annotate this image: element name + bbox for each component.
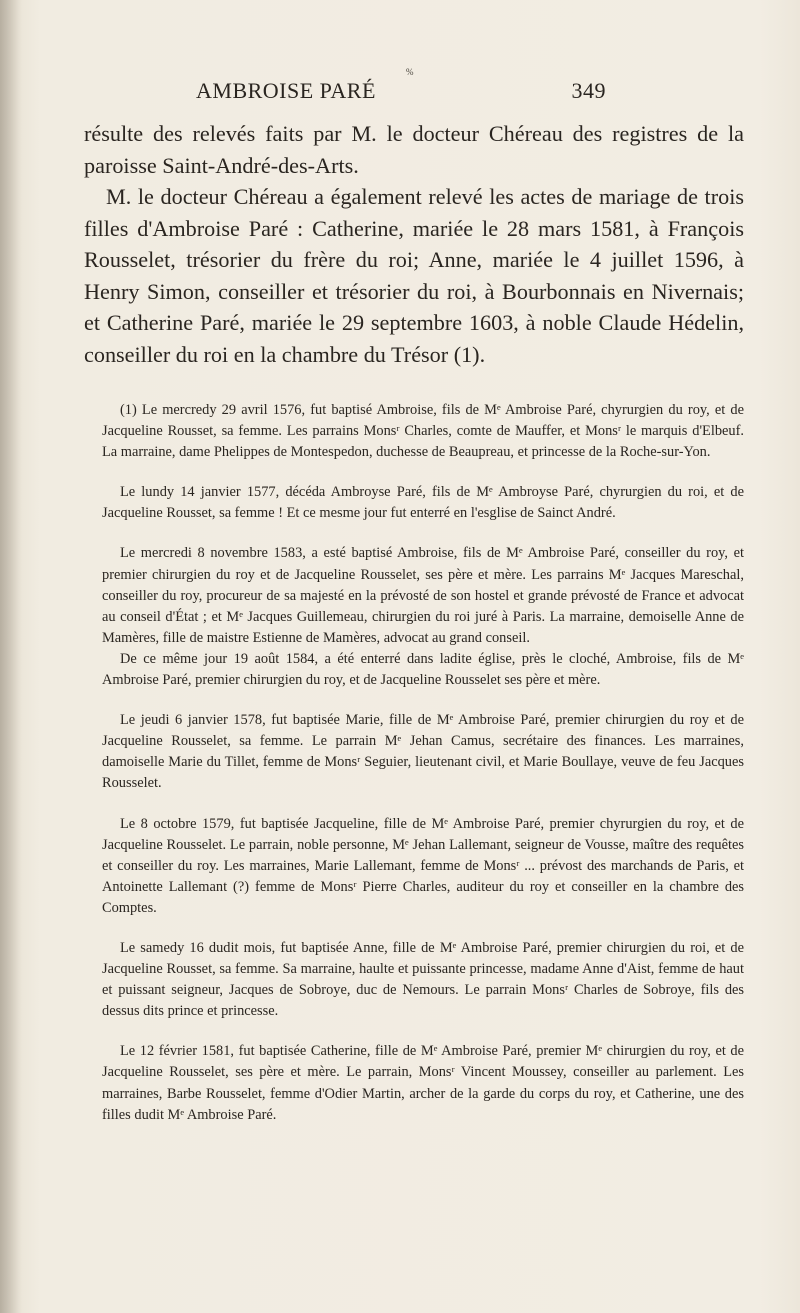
footnote-4 [102,710,744,794]
footnote-5 [102,814,744,919]
footnote-1 [102,400,744,463]
main-text [84,118,744,370]
footnote-paragraph: Le lundy 14 janvier 1577, décéda Ambroyse Paré, fils de Mᵉ Ambroyse Paré, chyrurgien du roi, et de Jacqueline Rousset, sa femme ! Et ce mesme jour fut enterré en l'esglise de Sainct André. [102,484,744,522]
footnote-paragraph: Le 12 février 1581, fut baptisée Catherine, fille de Mᵉ Ambroise Paré, premier Mᵉ chirurgien du roy, et de Jacqueline Rousselet, ses père et mère. Le parrain, Monsʳ Vincent Moussey, conseiller au parlement. Les marraines, Barbe Rousselet, femme d'Odier Martin, archer de la garde du corps du roy, et Catherine, une des filles dudit Mᵉ Ambroise Paré. [102,1043,744,1123]
footnote-paragraph: Le jeudi 6 janvier 1578, fut baptisée Marie, fille de Mᵉ Ambroise Paré, premier chirurgien du roy et de Jacqueline Rousselet, sa femme. Le parrain Mᵉ Jehan Camus, secrétaire des finances. Les marraines, damoiselle Marie du Tillet, femme de Monsʳ Seguier, lieutenant civil, et Marie Boullaye, veuve de feu Jacques Rousselet. [102,712,744,792]
body-paragraph-2: M. le docteur Chéreau a également relevé les actes de mariage de trois filles d'Ambroise Paré : Catherine, mariée le 28 mars 1581, à François Rousselet, trésorier du frère du roi; Anne, mariée le 4 juillet 1596, à Henry Simon, conseiller et trésorier du roi, à Bourbonnais en Nivernais; et Catherine Paré, mariée le 29 septembre 1603, à noble Claude Hédelin, conseiller du roi en la chambre du Trésor (1). [84,184,744,367]
footnote-2 [102,482,744,524]
footnote-3 [102,543,744,691]
footnote-paragraph: Le 8 octobre 1579, fut baptisée Jacqueline, fille de Mᵉ Ambroise Paré, premier chyrurgien du roy, et de Jacqueline Rousselet. Le parrain, noble personne, Mᵉ Jehan Lallemant, seigneur de Vousse, maître des requêtes et conseiller du roy. Les marraines, Marie Lallemant, femme de Monsʳ ... prévost des marchands de Paris, et Antoinette Lallemant (?) femme de Monsʳ Pierre Charles, auditeur du roy et conseiller en la chambre des Comptes. [102,815,744,916]
footnote-paragraph: De ce même jour 19 août 1584, a été enterré dans ladite église, près le cloché, Ambroise, fils de Mᵉ Ambroise Paré, premier chirurgien du roy, et de Jacqueline Rousselet ses père et mère. [102,650,744,689]
running-head: AMBROISE PARÉ [196,78,376,103]
footnote-paragraph: Le mercredi 8 novembre 1583, a esté baptisé Ambroise, fils de Mᵉ Ambroise Paré, conseiller du roy, et premier chirurgien du roy et de Jacqueline Rousselet, ses père et mère. Les parrains Mᵉ Jacques Mareschal, conseiller du roy, procureur de sa majesté en la prévosté de son hostel et grande prévosté de France et advocat au conseil d'État ; et Mᵉ Jacques Guillemeau, chirurgien du roi juré à Paris. La marraine, demoiselle Anne de Mamères, fille de maistre Estienne de Mamères, advocat au grand conseil. [102,545,744,646]
printer-mark: % [406,67,414,77]
page-number: 349 [571,78,606,103]
footnote-6 [102,938,744,1022]
body-paragraph-1: résulte des relevés faits par M. le docteur Chéreau des registres de la paroisse Saint-André-des-Arts. [84,121,744,178]
binding-shadow [0,0,22,1313]
footnotes [102,400,744,1145]
footnote-paragraph: (1) Le mercredy 29 avril 1576, fut baptisé Ambroise, fils de Mᵉ Ambroise Paré, chyrurgien du roy, et de Jacqueline Rousset, sa femme. Les parrains Monsʳ Charles, comte de Mauffer, et Monsʳ le marquis d'Elbeuf. La marraine, dame Phelippes de Montespedon, duchesse de Beaupreau, et princesse de la Roche-sur-Yon. [102,402,744,461]
footnote-paragraph: Le samedy 16 dudit mois, fut baptisée Anne, fille de Mᵉ Ambroise Paré, premier chirurgien du roi, et de Jacqueline Rousset, sa femme. Sa marraine, haulte et puissante princesse, madame Anne d'Aist, femme de haut et puissant seigneur, Jacques de Sobroye, duc de Nemours. Le parrain Monsʳ Charles de Sobroye, fils des dessus dits prince et princesse. [102,939,744,1020]
footnote-7 [102,1041,744,1125]
